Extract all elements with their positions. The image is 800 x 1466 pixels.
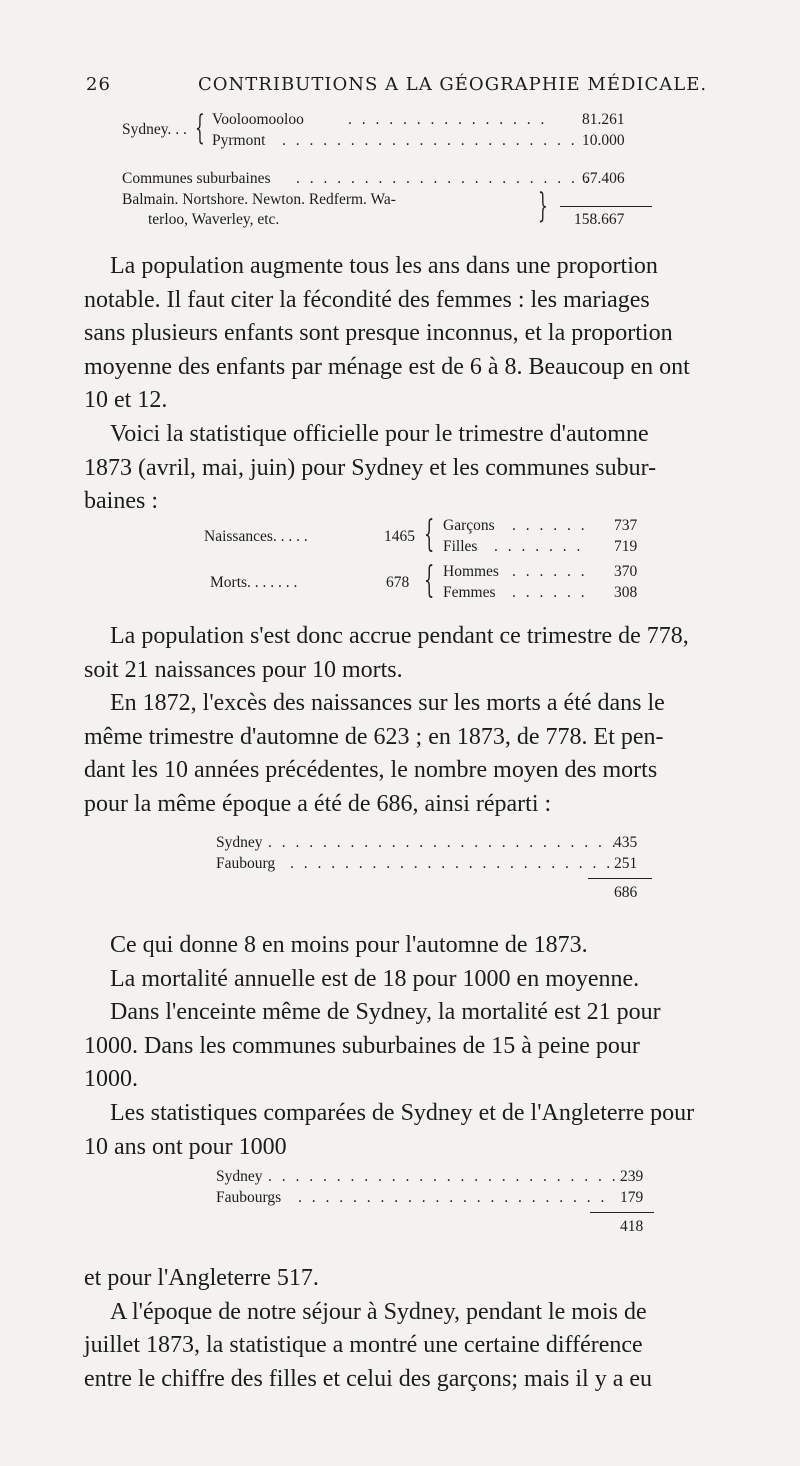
births-total: 1465: [384, 528, 415, 545]
men-label: Hommes: [443, 563, 499, 580]
table-row-value: 179: [620, 1189, 644, 1206]
table-row-name: Sydney: [216, 1168, 263, 1185]
suburban-list-line2: terloo, Waverley, etc.: [148, 211, 280, 228]
text-line: Ce qui donne 8 en moins pour l'automne de 1873.: [110, 932, 588, 958]
boys-label: Garçons: [443, 517, 495, 534]
text-line: 1000.: [84, 1066, 138, 1093]
text-line: A l'époque de notre séjour à Sydney, pendant le mois de: [110, 1298, 647, 1325]
births-label: Naissances. . . . .: [204, 528, 308, 545]
sydney-brace: {: [195, 108, 205, 148]
table-row-value: 435: [614, 834, 638, 851]
leader-dots: . . . . . . .: [494, 538, 584, 555]
text-line: La population augmente tous les ans dans une proportion: [110, 253, 658, 279]
suburban-list-value: 158.667: [574, 211, 625, 228]
leader-dots: . . . . . .: [512, 584, 588, 601]
births-brace: {: [424, 514, 435, 555]
table-row-name: Sydney: [216, 834, 263, 851]
paragraph-6: [84, 1262, 780, 1396]
leader-dots: . . . . . . . . . . . . . . . . . . . . . .: [296, 170, 592, 187]
leader-dots: . . . . . .: [512, 563, 588, 580]
text-line: pour la même époque a été de 686, ainsi réparti :: [84, 790, 552, 817]
suburban-brace: }: [538, 186, 548, 226]
suburban-label: Communes suburbaines: [122, 170, 271, 187]
text-line: entre le chiffre des filles et celui des garçons; mais il y a eu: [84, 1365, 653, 1392]
girls-value: 719: [614, 538, 638, 555]
text-line: 10 et 12.: [84, 387, 168, 414]
table-total: 418: [620, 1218, 644, 1235]
paragraph-2: [84, 418, 780, 519]
deaths-label: Morts. . . . . . .: [210, 574, 298, 591]
text-line: Voici la statistique officielle pour le trimestre d'automne: [110, 421, 649, 447]
boys-value: 737: [614, 517, 638, 534]
text-line: baines :: [84, 488, 158, 515]
text-line: Dans l'enceinte même de Sydney, la mortalité est 21 pour: [110, 999, 661, 1026]
table-total: 686: [614, 884, 638, 901]
leader-dots: . . . . . . . . . . . . . . . . . . . . . .: [282, 132, 578, 149]
leader-dots: . . . . . .: [512, 517, 588, 534]
text-line: dant les 10 années précédentes, le nombre moyen des morts: [84, 757, 658, 784]
leader-dots: . . . . . . . . . . . . . . . . . . . . . . . . . .: [268, 1168, 619, 1185]
leader-dots: . . . . . . . . . . . . . . . . . . . . . . .: [298, 1189, 608, 1206]
paragraph-4: [84, 687, 780, 821]
leader-dots: . . . . . . . . . . . . . . . . . . . . . . . .: [290, 855, 614, 872]
running-title: CONTRIBUTIONS A LA GÉOGRAPHIE MÉDICALE.: [198, 74, 708, 95]
page-number: 26: [86, 74, 111, 95]
text-line: soit 21 naissances pour 10 morts.: [84, 656, 403, 683]
paragraph-3: [84, 620, 780, 687]
table-row-name: Faubourgs: [216, 1189, 282, 1206]
deaths-total: 678: [386, 574, 410, 591]
suburban-value: 67.406: [582, 170, 625, 187]
text-line: 1000. Dans les communes suburbaines de 15 à peine pour: [84, 1032, 640, 1059]
text-line: même trimestre d'automne de 623 ; en 1873, de 778. Et pen-: [84, 723, 664, 750]
girls-label: Filles: [443, 538, 478, 555]
table-row-name: Pyrmont: [212, 132, 266, 149]
text-line: juillet 1873, la statistique a montré une certaine différence: [84, 1332, 643, 1359]
text-line: La mortalité annuelle est de 18 pour 1000 en moyenne.: [110, 965, 640, 992]
text-line: 10 ans ont pour 1000: [84, 1133, 287, 1160]
paragraph-1: [84, 250, 780, 418]
text-line: Les statistiques comparées de Sydney et de l'Angleterre pour: [110, 1099, 695, 1126]
table-rule: [560, 206, 652, 207]
text-line: sans plusieurs enfants sont presque inconnus, et la proportion: [84, 320, 673, 347]
sydney-label: Sydney. . .: [122, 121, 187, 138]
table-rule: [590, 1212, 654, 1213]
suburban-list-line1: Balmain. Nortshore. Newton. Redferm. Wa-: [122, 191, 396, 208]
table-row-value: 239: [620, 1168, 644, 1185]
women-label: Femmes: [443, 584, 496, 601]
table-row-name: Vooloomooloo: [212, 111, 304, 128]
text-line: moyenne des enfants par ménage est de 6 à 8. Beaucoup en ont: [84, 353, 690, 380]
leader-dots: . . . . . . . . . . . . . . . . . . . . . . . . . .: [268, 834, 619, 851]
text-line: notable. Il faut citer la fécondité des femmes : les mariages: [84, 286, 650, 313]
text-line: La population s'est donc accrue pendant ce trimestre de 778,: [110, 623, 689, 649]
table-rule: [588, 878, 652, 879]
text-line: et pour l'Angleterre 517.: [84, 1265, 319, 1291]
table-row-name: Faubourg: [216, 855, 276, 872]
leader-dots: . . . . . . . . . . . . . . .: [348, 111, 548, 128]
table-row-value: 10.000: [582, 132, 625, 149]
text-line: 1873 (avril, mai, juin) pour Sydney et les communes subur-: [84, 454, 657, 481]
women-value: 308: [614, 584, 638, 601]
table-row-value: 81.261: [582, 111, 625, 128]
text-line: En 1872, l'excès des naissances sur les morts a été dans le: [110, 690, 665, 716]
men-value: 370: [614, 563, 638, 580]
paragraph-5: [84, 929, 780, 1164]
table-row-value: 251: [614, 855, 638, 872]
deaths-brace: {: [424, 560, 435, 601]
